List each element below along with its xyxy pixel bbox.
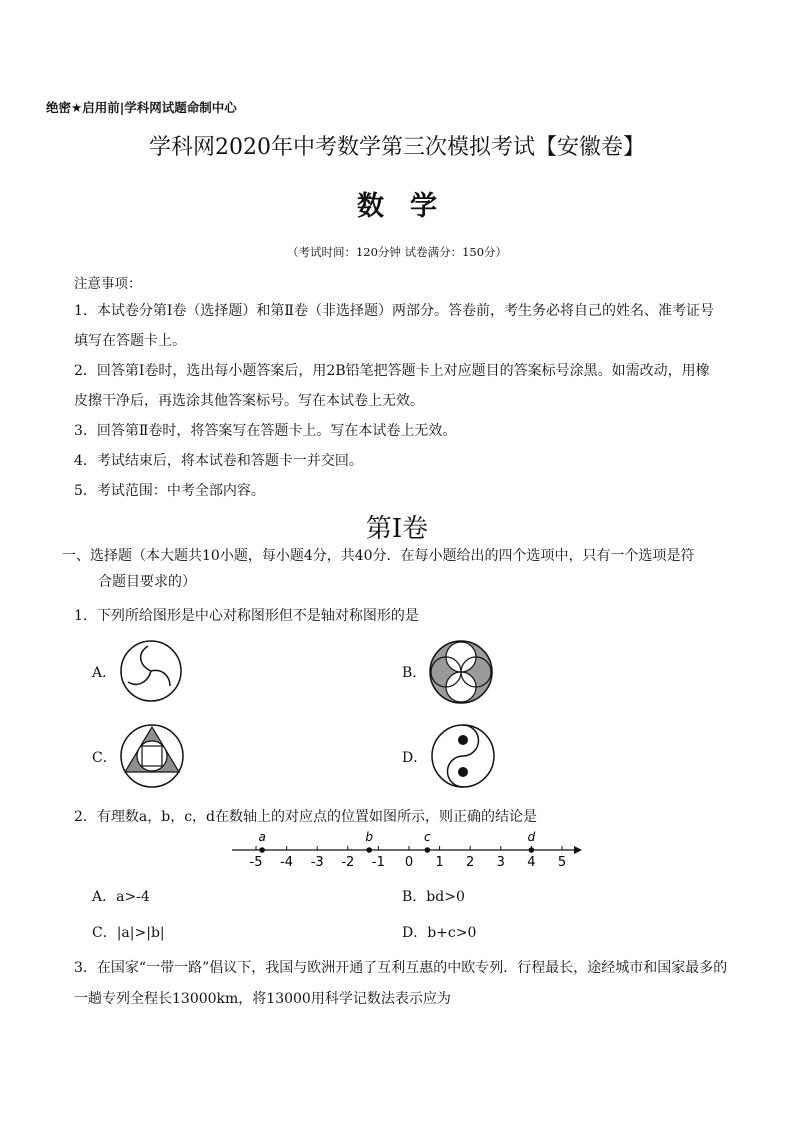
q2-option-b: B．bd>0 (402, 889, 465, 905)
number-line-tick-label: 0 (404, 855, 414, 870)
number-line-tick-label: 4 (527, 855, 536, 870)
q1-option-b-label: B． (402, 665, 427, 681)
number-line-point (529, 847, 535, 853)
question-2-stem: 2．有理数a，b，c，d在数轴上的对应点的位置如图所示，则正确的结论是 (74, 809, 538, 825)
number-line-arrow (574, 846, 582, 854)
section-instructions-line-2: 合题目要求的） (98, 574, 196, 590)
time-info: （考试时间：120分钟 试卷满分：150分） (286, 245, 508, 259)
number-line-tick-label: 5 (557, 855, 567, 870)
q2-option-a: A．a>-4 (92, 889, 150, 905)
number-line-point (259, 847, 265, 853)
number-line-tick-label: -3 (310, 855, 324, 870)
notice-item-1-line-2: 填写在答题卡上。 (74, 333, 186, 349)
number-line-point-label: b (365, 830, 374, 844)
question-3-line-1: 3．在国家“一带一路”倡议下，我国与欧洲开通了互利互惠的中欧专列．行程最长，途经城市和国家最多的 (74, 960, 728, 976)
number-line-tick-label: -4 (280, 855, 294, 870)
notice-item-5: 5．考试范围：中考全部内容。 (74, 483, 265, 499)
question-1-stem: 1．下列所给图形是中心对称图形但不是轴对称图形的是 (74, 608, 419, 624)
notice-heading: 注意事项： (74, 276, 142, 292)
notice-item-2-line-1: 2．回答第Ⅰ卷时，选出每小题答案后，用2B铅笔把答题卡上对应题目的答案标号涂黑。如需改动，用橡 (74, 363, 710, 379)
confidential-header: 绝密★启用前|学科网试题命制中心 (46, 100, 237, 115)
number-line-point-label: a (258, 830, 266, 844)
notice-item-2-line-2: 皮擦干净后，再选涂其他答案标号。写在本试卷上无效。 (74, 393, 424, 409)
q2-number-line (228, 826, 584, 872)
notice-item-4: 4．考试结束后，将本试卷和答题卡一并交回。 (74, 453, 363, 469)
number-line-point-label: d (527, 830, 536, 844)
number-line-tick-label: 2 (466, 855, 475, 870)
notice-item-3: 3．回答第Ⅱ卷时，将答案写在答题卡上。写在本试卷上无效。 (74, 423, 457, 439)
exam-title: 学科网2020年中考数学第三次模拟考试【安徽卷】 (149, 135, 645, 160)
number-line-tick-label: -1 (371, 855, 385, 870)
notice-item-1-line-1: 1．本试卷分第Ⅰ卷（选择题）和第Ⅱ卷（非选择题）两部分。答卷前，考生务必将自己的姓名、准考证号 (74, 303, 714, 319)
q1-option-d-label: D． (402, 750, 428, 766)
section-instructions-line-1: 一、选择题（本大题共10小题，每小题4分，共40分．在每小题给出的四个选项中，只有一个选项是符 (62, 548, 695, 564)
q1-option-c-label: C． (92, 750, 117, 766)
q1-option-b-figure (427, 638, 495, 706)
question-3-line-2: 一趟专列全程长13000km，将13000用科学记数法表示应为 (74, 991, 451, 1007)
q1-option-a-figure (118, 638, 184, 704)
number-line-tick-label: -5 (249, 855, 263, 870)
q1-option-c-figure (118, 722, 186, 790)
q2-option-d: D．b+c>0 (402, 925, 477, 941)
q1-option-a-label: A． (92, 665, 117, 681)
number-line-tick-label: 3 (496, 855, 505, 870)
number-line-tick-label: -2 (341, 855, 355, 870)
number-line-tick-label: 1 (435, 855, 444, 870)
number-line-point (366, 847, 372, 853)
section-title: 第Ⅰ卷 (365, 514, 429, 544)
q1-option-d-figure (429, 722, 497, 790)
subject-title: 数学 (357, 191, 463, 222)
number-line-point (425, 847, 431, 853)
number-line-point-label: c (424, 830, 431, 844)
q2-option-c: C．|a|>|b| (92, 925, 165, 941)
